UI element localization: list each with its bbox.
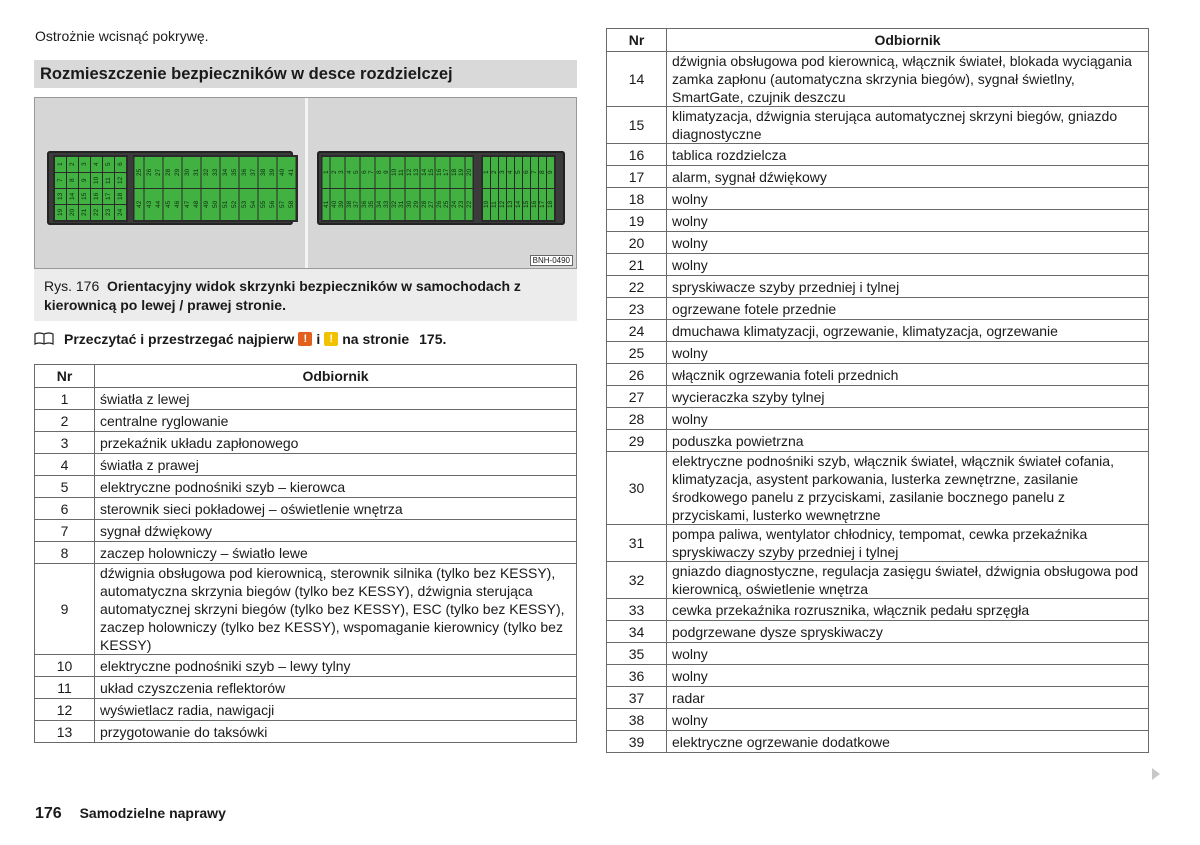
fuse-table-right — [606, 28, 1149, 753]
fuse-label: 6 — [115, 157, 126, 172]
fuse-label: 7 — [368, 157, 375, 188]
fuse-receiver: wyświetlacz radia, nawigacji — [95, 699, 577, 721]
fuse-label: 18 — [115, 189, 126, 204]
fuse-number: 34 — [607, 621, 667, 643]
fuse-number: 38 — [607, 709, 667, 731]
caption-text: Orientacyjny widok skrzynki bezpieczników w samochodach z kierownicą po lewej / prawej stronie. — [44, 278, 521, 313]
fuse-receiver: wolny — [667, 709, 1149, 731]
fuse-label: 11 — [491, 189, 498, 220]
fuse-label: 39 — [268, 157, 277, 188]
fuse-label: 36 — [240, 157, 249, 188]
fuse-number: 14 — [607, 52, 667, 107]
fuse-receiver: wolny — [667, 408, 1149, 430]
fuse-label: 25 — [135, 157, 144, 188]
fuse-number: 7 — [35, 520, 95, 542]
fuse-group-large — [133, 155, 298, 222]
fuse-label: 25 — [443, 189, 450, 220]
notice-text-after: na stronie — [342, 331, 410, 347]
fuse-receiver: dźwignia obsługowa pod kierownicą, włącznik świateł, blokada wyciągania zamka zapłonu (automatyczna skrzynia biegów), sygnał świetlny, SmartGate, czujnik deszczu — [667, 52, 1149, 107]
fuse-number: 13 — [35, 721, 95, 743]
fuse-label: 13 — [55, 189, 66, 204]
fuse-label: 13 — [413, 157, 420, 188]
fuse-label: 18 — [547, 189, 554, 220]
fuse-number: 26 — [607, 364, 667, 386]
fuse-label: 24 — [451, 189, 458, 220]
table-row — [607, 254, 1149, 276]
fuse-label: 5 — [103, 157, 114, 172]
fuse-receiver: wolny — [667, 665, 1149, 687]
fuse-label: 37 — [353, 189, 360, 220]
fuse-label: 2 — [491, 157, 498, 188]
fuse-label: 15 — [428, 157, 435, 188]
fuse-label: 46 — [173, 189, 182, 220]
fuse-label: 14 — [67, 189, 78, 204]
fuse-label: 2 — [67, 157, 78, 172]
fuse-label: 49 — [202, 189, 211, 220]
fuse-number: 28 — [607, 408, 667, 430]
next-page-arrow-icon — [1152, 768, 1160, 780]
fuse-receiver: wolny — [667, 232, 1149, 254]
table-row — [35, 721, 577, 743]
fuse-label: 16 — [91, 189, 102, 204]
fuse-number: 21 — [607, 254, 667, 276]
fuse-label: 1 — [323, 157, 330, 188]
fuse-receiver: ogrzewane fotele przednie — [667, 298, 1149, 320]
warning-icon: ! — [298, 332, 312, 346]
fuse-receiver: centralne ryglowanie — [95, 410, 577, 432]
fuse-number: 4 — [35, 454, 95, 476]
fuse-label: 9 — [547, 157, 554, 188]
column-header-nr: Nr — [607, 29, 667, 52]
fuse-box-figure — [34, 97, 577, 269]
page-number: 176 — [35, 805, 62, 822]
fuse-receiver: wycieraczka szyby tylnej — [667, 386, 1149, 408]
fuse-receiver: sygnał dźwiękowy — [95, 520, 577, 542]
fuse-number: 10 — [35, 655, 95, 677]
fuse-box-housing — [317, 151, 565, 225]
fuse-label: 53 — [240, 189, 249, 220]
fuse-receiver: radar — [667, 687, 1149, 709]
fuse-receiver: wolny — [667, 643, 1149, 665]
fuse-number: 33 — [607, 599, 667, 621]
fuse-label: 9 — [79, 173, 90, 188]
table-row — [607, 232, 1149, 254]
table-row — [607, 364, 1149, 386]
fuse-receiver: wolny — [667, 342, 1149, 364]
fuse-receiver: elektryczne podnośniki szyb, włącznik świateł, włącznik świateł cofania, klimatyzacja, asystent parkowania, lusterka zewnętrzne, zasilanie środkowego panelu z przyciskami, zasilanie bocznego panelu z przyciskami, lusterko wewnętrzne — [667, 452, 1149, 525]
fuse-label: 27 — [154, 157, 163, 188]
fuse-number: 23 — [607, 298, 667, 320]
fuse-receiver: przekaźnik układu zapłonowego — [95, 432, 577, 454]
fuse-label: 28 — [164, 157, 173, 188]
fuse-receiver: poduszka powietrzna — [667, 430, 1149, 452]
fuse-label: 15 — [79, 189, 90, 204]
fuse-label: 4 — [91, 157, 102, 172]
fuse-label: 7 — [531, 157, 538, 188]
table-row — [607, 525, 1149, 562]
fuse-label: 7 — [55, 173, 66, 188]
fuse-number: 11 — [35, 677, 95, 699]
fuse-label: 35 — [368, 189, 375, 220]
fuse-label: 19 — [458, 157, 465, 188]
fuse-receiver: wolny — [667, 254, 1149, 276]
fuse-table-left — [34, 364, 577, 743]
fuse-number: 39 — [607, 731, 667, 753]
table-row — [35, 564, 577, 655]
fuse-label: 42 — [135, 189, 144, 220]
fuse-label: 39 — [338, 189, 345, 220]
fuse-label: 57 — [278, 189, 287, 220]
fuse-label: 8 — [67, 173, 78, 188]
fuse-label: 43 — [145, 189, 154, 220]
fuse-label: 45 — [164, 189, 173, 220]
chapter-title: Samodzielne naprawy — [79, 805, 226, 821]
fuse-label: 48 — [192, 189, 201, 220]
fuse-label: 54 — [249, 189, 258, 220]
fuse-number: 9 — [35, 564, 95, 655]
table-row — [35, 520, 577, 542]
table-row — [607, 621, 1149, 643]
table-row — [607, 562, 1149, 599]
fuse-label: 10 — [483, 189, 490, 220]
fuse-label: 17 — [539, 189, 546, 220]
fuse-label: 31 — [192, 157, 201, 188]
column-header-receiver: Odbiornik — [667, 29, 1149, 52]
fuse-receiver: światła z prawej — [95, 454, 577, 476]
fuse-receiver: cewka przekaźnika rozrusznika, włącznik pedału sprzęgła — [667, 599, 1149, 621]
fuse-label: 12 — [499, 189, 506, 220]
table-row — [607, 144, 1149, 166]
fuse-number: 18 — [607, 188, 667, 210]
fuse-number: 8 — [35, 542, 95, 564]
fuse-label: 17 — [103, 189, 114, 204]
fuse-label: 15 — [523, 189, 530, 220]
fuse-label: 40 — [331, 189, 338, 220]
fuse-label: 44 — [154, 189, 163, 220]
fuse-number: 27 — [607, 386, 667, 408]
fuse-label: 38 — [259, 157, 268, 188]
fuse-number: 5 — [35, 476, 95, 498]
fuse-label: 34 — [221, 157, 230, 188]
fuse-label: 34 — [376, 189, 383, 220]
table-row — [35, 410, 577, 432]
fuse-receiver: elektryczne podnośniki szyb – lewy tylny — [95, 655, 577, 677]
table-row — [35, 388, 577, 410]
fuse-label: 1 — [55, 157, 66, 172]
table-row — [35, 677, 577, 699]
fuse-label: 3 — [338, 157, 345, 188]
fuse-label: 19 — [55, 205, 66, 220]
table-row — [607, 342, 1149, 364]
table-row — [607, 687, 1149, 709]
fuse-label: 28 — [421, 189, 428, 220]
table-row — [607, 731, 1149, 753]
fuse-label: 41 — [323, 189, 330, 220]
caution-icon: ! — [324, 332, 338, 346]
table-row — [35, 655, 577, 677]
table-row — [35, 699, 577, 721]
fuse-label: 32 — [202, 157, 211, 188]
table-row — [607, 665, 1149, 687]
fuse-number: 6 — [35, 498, 95, 520]
fuse-number: 31 — [607, 525, 667, 562]
fuse-label: 14 — [515, 189, 522, 220]
fuse-receiver: sterownik sieci pokładowej – oświetlenie wnętrza — [95, 498, 577, 520]
fuse-label: 10 — [91, 173, 102, 188]
page-footer — [35, 805, 226, 823]
fuse-group-small — [53, 155, 128, 222]
table-row — [35, 454, 577, 476]
fuse-number: 3 — [35, 432, 95, 454]
fuse-receiver: spryskiwacze szyby przedniej i tylnej — [667, 276, 1149, 298]
fuse-label: 20 — [67, 205, 78, 220]
fuse-label: 20 — [466, 157, 473, 188]
fuse-receiver: zaczep holowniczy – światło lewe — [95, 542, 577, 564]
fuse-number: 12 — [35, 699, 95, 721]
fuse-receiver: włącznik ogrzewania foteli przednich — [667, 364, 1149, 386]
table-row — [607, 166, 1149, 188]
fuse-number: 2 — [35, 410, 95, 432]
fuse-receiver: pompa paliwa, wentylator chłodnicy, tempomat, cewka przekaźnika spryskiwaczy szyby przedniej i tylnej — [667, 525, 1149, 562]
fuse-label: 41 — [287, 157, 296, 188]
fuse-label: 56 — [268, 189, 277, 220]
fuse-label: 1 — [483, 157, 490, 188]
fuse-label: 58 — [287, 189, 296, 220]
table-row — [607, 408, 1149, 430]
fuse-number: 25 — [607, 342, 667, 364]
fuse-label: 27 — [428, 189, 435, 220]
fuse-label: 47 — [183, 189, 192, 220]
table-row — [607, 107, 1149, 144]
fuse-label: 38 — [346, 189, 353, 220]
column-header-nr: Nr — [35, 365, 95, 388]
fuse-receiver: podgrzewane dysze spryskiwaczy — [667, 621, 1149, 643]
fuse-label: 16 — [531, 189, 538, 220]
fuse-receiver: układ czyszczenia reflektorów — [95, 677, 577, 699]
table-row — [607, 643, 1149, 665]
fuse-receiver: wolny — [667, 210, 1149, 232]
table-row — [35, 542, 577, 564]
fuse-number: 32 — [607, 562, 667, 599]
fuse-label: 29 — [413, 189, 420, 220]
fuse-label: 23 — [103, 205, 114, 220]
table-row — [607, 430, 1149, 452]
fuse-number: 22 — [607, 276, 667, 298]
fuse-group-small — [481, 155, 556, 222]
fuse-label: 36 — [361, 189, 368, 220]
section-heading: Rozmieszczenie bezpieczników w desce rozdzielczej — [34, 60, 577, 88]
fuse-label: 5 — [353, 157, 360, 188]
fuse-label: 14 — [421, 157, 428, 188]
fuse-number: 16 — [607, 144, 667, 166]
fuse-number: 37 — [607, 687, 667, 709]
fuse-receiver: klimatyzacja, dźwignia sterująca automatycznej skrzyni biegów, gniazdo diagnostyczne — [667, 107, 1149, 144]
fuse-label: 10 — [391, 157, 398, 188]
table-row — [607, 709, 1149, 731]
fuse-receiver: światła z lewej — [95, 388, 577, 410]
table-row — [607, 210, 1149, 232]
fuse-label: 4 — [346, 157, 353, 188]
fuse-label: 29 — [173, 157, 182, 188]
fuse-number: 17 — [607, 166, 667, 188]
table-row — [607, 599, 1149, 621]
fuse-group-large — [321, 155, 474, 222]
fuse-receiver: wolny — [667, 188, 1149, 210]
fuse-label: 2 — [331, 157, 338, 188]
fuse-label: 3 — [79, 157, 90, 172]
fuse-label: 32 — [391, 189, 398, 220]
fuse-label: 13 — [507, 189, 514, 220]
intro-text: Ostrożnie wcisnąć pokrywę. — [35, 28, 209, 44]
fuse-label: 24 — [115, 205, 126, 220]
table-row — [607, 276, 1149, 298]
fuse-label: 31 — [398, 189, 405, 220]
fuse-label: 26 — [436, 189, 443, 220]
fuse-box-right-hand-drive — [308, 98, 576, 268]
fuse-receiver: dmuchawa klimatyzacji, ogrzewanie, klimatyzacja, ogrzewanie — [667, 320, 1149, 342]
fuse-receiver: dźwignia obsługowa pod kierownicą, sterownik silnika (tylko bez KESSY), automatyczna skrzynia biegów (tylko bez KESSY), dźwignia sterująca automatycznej skrzyni biegów (tylko bez KESSY), ESC (tylko bez KESSY), zaczep holowniczy (tylko bez KESSY), wspomaganie kierownicy (tylko bez KESSY) — [95, 564, 577, 655]
fuse-number: 29 — [607, 430, 667, 452]
notice-text-before: Przeczytać i przestrzegać najpierw — [64, 331, 295, 347]
fuse-label: 33 — [383, 189, 390, 220]
fuse-label: 16 — [436, 157, 443, 188]
fuse-label: 35 — [230, 157, 239, 188]
fuse-number: 24 — [607, 320, 667, 342]
fuse-label: 5 — [515, 157, 522, 188]
fuse-label: 9 — [383, 157, 390, 188]
fuse-label: 55 — [259, 189, 268, 220]
table-row — [35, 432, 577, 454]
fuse-label: 37 — [249, 157, 258, 188]
fuse-number: 20 — [607, 232, 667, 254]
fuse-number: 19 — [607, 210, 667, 232]
fuse-label: 50 — [211, 189, 220, 220]
fuse-label: 18 — [451, 157, 458, 188]
fuse-receiver: tablica rozdzielcza — [667, 144, 1149, 166]
fuse-label: 11 — [398, 157, 405, 188]
fuse-number: 1 — [35, 388, 95, 410]
column-header-receiver: Odbiornik — [95, 365, 577, 388]
fuse-label: 51 — [221, 189, 230, 220]
fuse-number: 30 — [607, 452, 667, 525]
fuse-label: 33 — [211, 157, 220, 188]
fuse-label: 22 — [91, 205, 102, 220]
fuse-receiver: przygotowanie do taksówki — [95, 721, 577, 743]
table-row — [607, 452, 1149, 525]
fuse-label: 26 — [145, 157, 154, 188]
fuse-label: 11 — [103, 173, 114, 188]
fuse-label: 17 — [443, 157, 450, 188]
figure-caption — [34, 269, 577, 321]
caption-prefix: Rys. 176 — [44, 278, 100, 294]
table-row — [35, 476, 577, 498]
fuse-receiver: elektryczne podnośniki szyb – kierowca — [95, 476, 577, 498]
fuse-label: 6 — [361, 157, 368, 188]
notice-page-ref[interactable]: 175. — [419, 331, 447, 347]
fuse-label: 4 — [507, 157, 514, 188]
fuse-label: 22 — [466, 189, 473, 220]
fuse-label: 30 — [406, 189, 413, 220]
fuse-label: 40 — [278, 157, 287, 188]
fuse-label: 8 — [376, 157, 383, 188]
safety-notice — [34, 331, 446, 347]
fuse-number: 36 — [607, 665, 667, 687]
fuse-label: 6 — [523, 157, 530, 188]
table-row — [607, 52, 1149, 107]
notice-conjunction: i — [316, 331, 321, 347]
fuse-label: 8 — [539, 157, 546, 188]
table-row — [607, 320, 1149, 342]
book-icon — [34, 332, 54, 346]
fuse-label: 21 — [79, 205, 90, 220]
fuse-receiver: elektryczne ogrzewanie dodatkowe — [667, 731, 1149, 753]
fuse-label: 3 — [499, 157, 506, 188]
fuse-label: 52 — [230, 189, 239, 220]
fuse-box-housing — [47, 151, 293, 225]
fuse-label: 12 — [115, 173, 126, 188]
table-row — [35, 498, 577, 520]
fuse-receiver: alarm, sygnał dźwiękowy — [667, 166, 1149, 188]
table-row — [607, 298, 1149, 320]
fuse-label: 30 — [183, 157, 192, 188]
fuse-box-left-hand-drive — [35, 98, 305, 268]
fuse-number: 15 — [607, 107, 667, 144]
fuse-label: 12 — [406, 157, 413, 188]
table-row — [607, 386, 1149, 408]
fuse-receiver: gniazdo diagnostyczne, regulacja zasięgu świateł, dźwignia obsługowa pod kierownicą, oświetlenie wnętrza — [667, 562, 1149, 599]
fuse-number: 35 — [607, 643, 667, 665]
table-row — [607, 188, 1149, 210]
fuse-label: 23 — [458, 189, 465, 220]
figure-code: BNH-0490 — [530, 255, 573, 266]
